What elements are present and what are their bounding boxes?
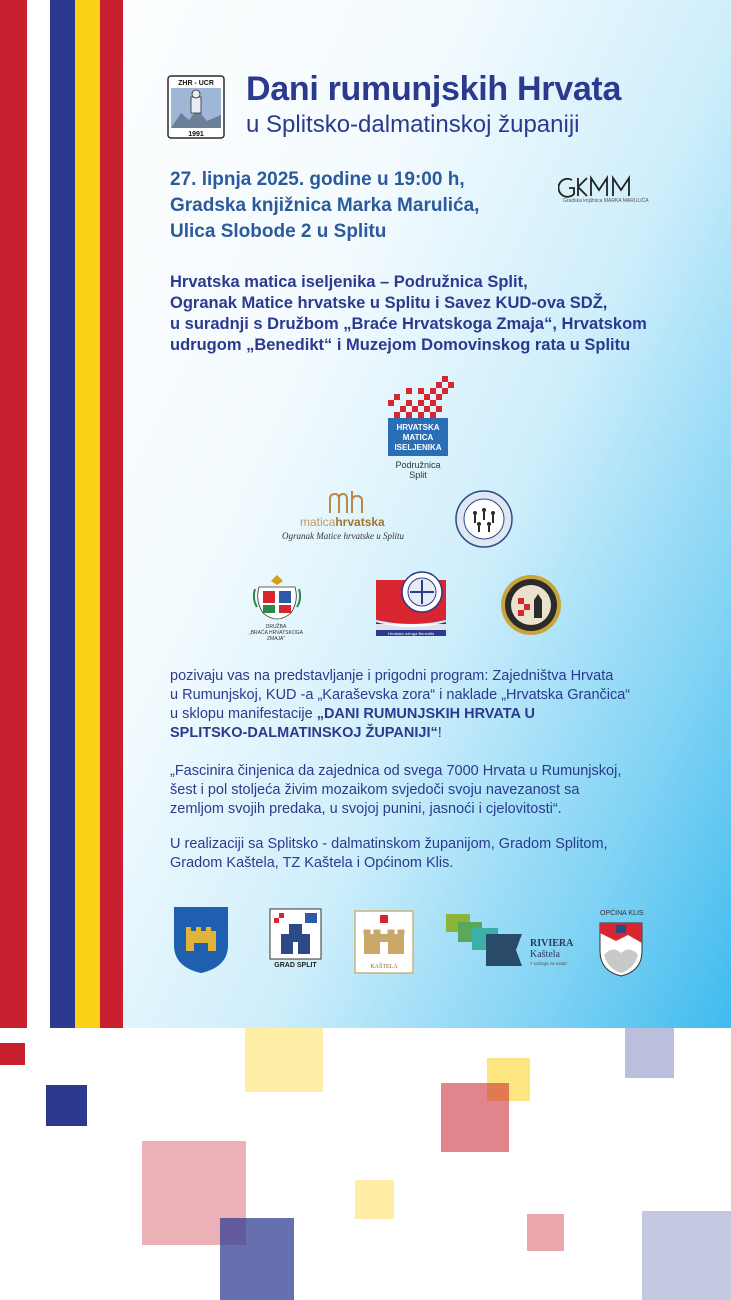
riviera-name: RIVIERA <box>530 938 574 949</box>
druzba-crest-logo <box>253 573 301 625</box>
event-venue-line: Gradska knjižnica Marka Marulića, <box>170 195 480 216</box>
quote-line: šest i pol stoljeća živim mozaikom svjedoči svoju navezanost sa <box>170 782 580 798</box>
decor-square <box>527 1214 564 1251</box>
badge-top-text: ZHR - UCR <box>178 80 214 87</box>
event-address-line: Ulica Slobode 2 u Splitu <box>170 221 387 242</box>
flag-stripe-red <box>0 0 27 1028</box>
hmi-text: ISELJENIKA <box>394 443 442 452</box>
decor-square <box>441 1083 509 1152</box>
mh-name-part-bold: hrvatska <box>335 515 385 529</box>
event-details <box>170 167 479 245</box>
page-title: Dani rumunjskih Hrvata <box>246 70 622 108</box>
decor-square <box>46 1085 87 1126</box>
decor-square <box>245 1028 323 1092</box>
savez-kud-logo <box>455 490 513 548</box>
hrvatska-matica-iseljenika-logo <box>386 376 462 458</box>
flag-stripe-white <box>27 0 50 1028</box>
mh-name-part: matica <box>300 515 336 529</box>
organizers-text <box>170 272 647 356</box>
decor-square <box>625 1028 674 1078</box>
invitation-line <box>170 705 630 724</box>
grad-split-label: GRAD SPLIT <box>274 962 317 968</box>
invitation-text <box>170 667 630 743</box>
decor-square <box>0 1043 25 1065</box>
benedikt-caption: Hrvatska udruga Benedikt <box>387 631 435 636</box>
riviera-tagline: 7 razloga za ostati <box>530 961 567 966</box>
page-subtitle: u Splitsko-dalmatinskoj županiji <box>246 111 580 138</box>
hmi-branch-label: Podružnica Split <box>395 460 441 480</box>
decor-square <box>355 1180 394 1219</box>
druzba-caption-line: DRUŽBA <box>265 624 287 630</box>
manifestation-name: SPLITSKO-DALMATINSKOJ ŽUPANIJI“ <box>170 725 438 741</box>
druzba-caption-line: „BRAĆA HRVATSKOGA ZMAJA“ <box>249 630 303 642</box>
hmi-text: MATICA <box>402 433 434 442</box>
zhr-ucr-badge-logo <box>167 75 225 139</box>
invitation-text-part: ! <box>437 725 442 741</box>
realization-line: Gradom Kaštela, TZ Kaštela i Općinom Klis. <box>170 855 454 871</box>
organizers-line: udrugom „Benedikt“ i Muzejom Domovinskog rata u Splitu <box>170 336 631 354</box>
matica-hrvatska-name <box>300 515 385 529</box>
gkmm-caption: Gradska knjižnica MARKA MARULIĆA <box>563 198 649 204</box>
udruga-benedikt-logo <box>376 570 446 638</box>
realization-text <box>170 835 608 873</box>
organizers-line: u suradnji s Družbom „Braće Hrvatskoga Zmaja“, Hrvatskom <box>170 315 647 333</box>
quote-text <box>170 762 621 819</box>
badge-year-text: 1991 <box>188 131 204 138</box>
matica-hrvatska-logo <box>327 491 367 515</box>
flag-stripe-yellow <box>75 0 100 1028</box>
decor-square <box>642 1211 731 1300</box>
kastela-label: KAŠTELA <box>370 964 398 970</box>
event-date-line: 27. lipnja 2025. godine u 19:00 h, <box>170 169 465 190</box>
opcina-klis-crest <box>598 921 644 977</box>
organizers-line: Hrvatska matica iseljenika – Podružnica Split, <box>170 273 528 291</box>
invitation-line <box>170 724 630 743</box>
realization-line: U realizaciji sa Splitsko - dalmatinskom županijom, Gradom Splitom, <box>170 836 608 852</box>
muzej-domovinskog-rata-logo <box>500 574 562 636</box>
decor-square <box>220 1218 294 1300</box>
quote-line: zemljom svojih predaka, u svojoj punini, jasnoći i cjelovitosti“. <box>170 801 562 817</box>
invitation-text-part: u sklopu manifestacije <box>170 706 317 722</box>
quote-line: „Fascinira činjenica da zajednica od svega 7000 Hrvata u Rumunjskoj, <box>170 763 622 779</box>
matica-hrvatska-subtitle: Ogranak Matice hrvatske u Splitu <box>282 531 404 541</box>
flag-stripe-blue <box>50 0 75 1028</box>
riviera-kastela-logo <box>446 912 582 970</box>
invitation-line: u Rumunjskoj, KUD -a „Karaševska zora“ i naklade „Hrvatska Grančica“ <box>170 687 631 703</box>
druzba-caption <box>243 624 309 642</box>
flag-stripe-red-2 <box>100 0 123 1028</box>
grad-split-crest <box>269 908 322 968</box>
riviera-name-2: Kaštela <box>530 949 560 960</box>
manifestation-name: „DANI RUMUNJSKIH HRVATA U <box>316 706 535 722</box>
invitation-line: pozivaju vas na predstavljanje i prigodni program: Zajedništva Hrvata <box>170 668 614 684</box>
hmi-text: HRVATSKA <box>396 423 440 432</box>
grad-kastela-crest <box>354 910 414 974</box>
organizers-line: Ogranak Matice hrvatske u Splitu i Savez KUD-ova SDŽ, <box>170 294 608 312</box>
splitsko-dalmatinska-zupanija-crest <box>172 905 230 975</box>
opcina-klis-label: OPĆINA KLIS <box>600 910 644 917</box>
